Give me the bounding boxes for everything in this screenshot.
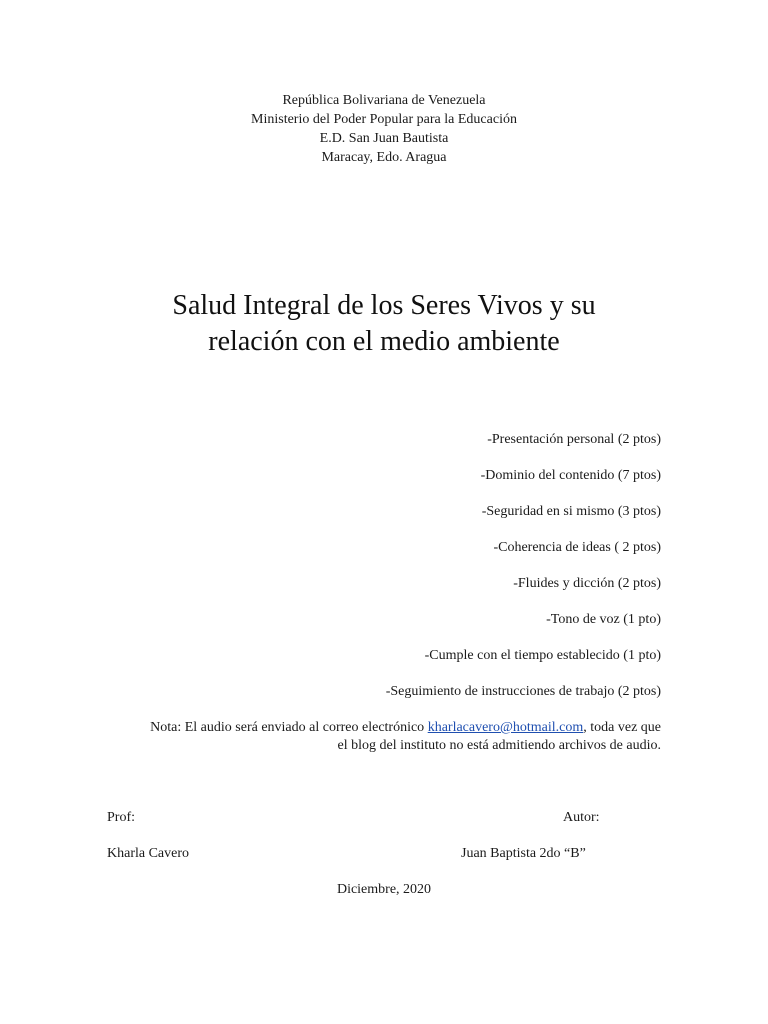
criterion-item: -Coherencia de ideas ( 2 ptos) bbox=[493, 540, 661, 555]
institution-header bbox=[0, 91, 768, 167]
criterion-item: -Seguridad en si mismo (3 ptos) bbox=[481, 504, 661, 519]
criterion-item: -Presentación personal (2 ptos) bbox=[487, 432, 661, 447]
note-text-line-2: el blog del instituto no está admitiendo archivos de audio. bbox=[337, 738, 661, 753]
criterion-item: -Cumple con el tiempo establecido (1 pto) bbox=[424, 648, 661, 663]
document-title bbox=[0, 288, 768, 360]
note-text-before-link: Nota: El audio será enviado al correo electrónico bbox=[150, 720, 428, 735]
email-link[interactable]: kharlacavero@hotmail.com bbox=[427, 720, 584, 735]
header-line-city: Maracay, Edo. Aragua bbox=[321, 150, 447, 165]
note-text-after-link: , toda vez que bbox=[583, 720, 661, 735]
title-line-1: Salud Integral de los Seres Vivos y su bbox=[172, 290, 596, 321]
prof-label: Prof: bbox=[107, 810, 135, 825]
prof-name: Kharla Cavero bbox=[107, 846, 190, 861]
note-paragraph bbox=[107, 719, 661, 755]
criterion-item: -Tono de voz (1 pto) bbox=[546, 612, 661, 627]
header-line-country: República Bolivariana de Venezuela bbox=[282, 93, 486, 108]
criterion-item: -Dominio del contenido (7 ptos) bbox=[480, 468, 661, 483]
evaluation-criteria-list bbox=[101, 430, 661, 718]
autor-label: Autor: bbox=[563, 810, 600, 825]
criterion-item: -Seguimiento de instrucciones de trabajo (2 ptos) bbox=[385, 684, 661, 699]
header-line-ministry: Ministerio del Poder Popular para la Educación bbox=[251, 112, 517, 127]
document-date: Diciembre, 2020 bbox=[336, 882, 432, 897]
criterion-item: -Fluides y dicción (2 ptos) bbox=[513, 576, 661, 591]
header-line-school: E.D. San Juan Bautista bbox=[319, 131, 449, 146]
autor-name: Juan Baptista 2do “B” bbox=[461, 846, 586, 861]
title-line-2: relación con el medio ambiente bbox=[208, 326, 560, 357]
